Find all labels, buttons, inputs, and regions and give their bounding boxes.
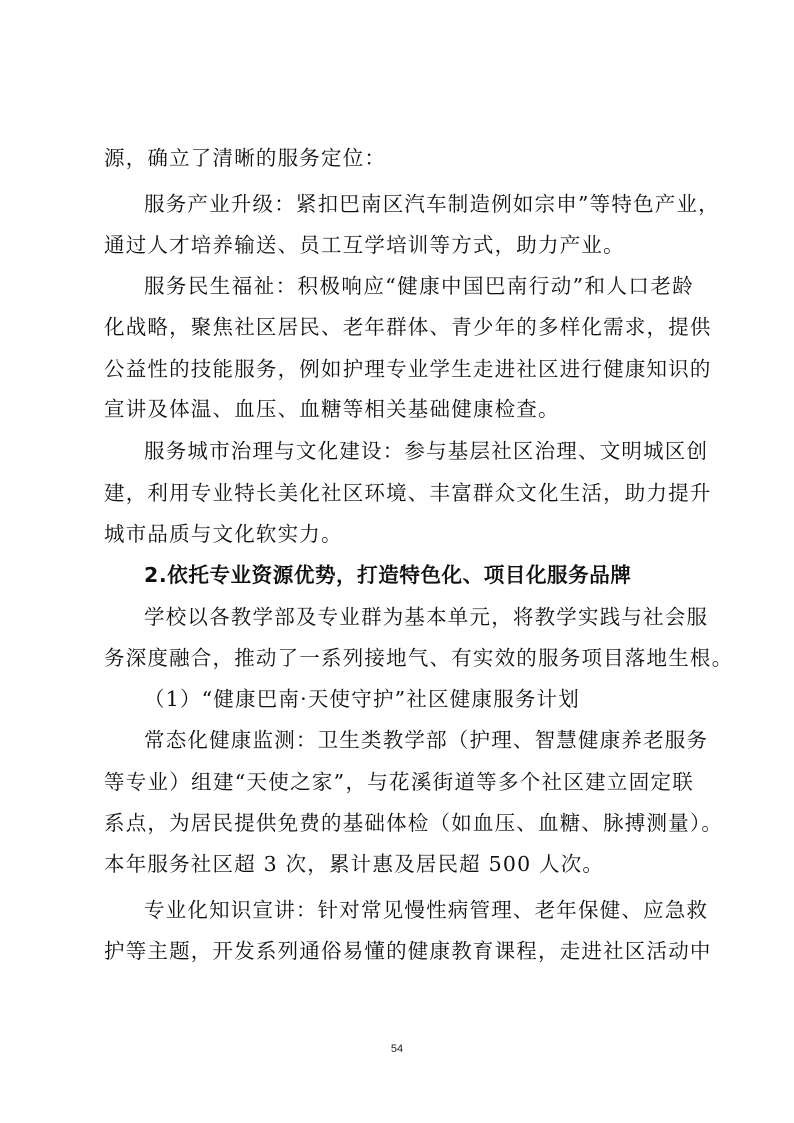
paragraph-line: 服务城市治理与文化建设：参与基层社区治理、文明城区创 (144, 439, 709, 463)
paragraph-line: 服务产业升级：紧扣巴南区汽车制造例如宗申”等特色产业， (144, 192, 720, 216)
paragraph-line: 务深度融合，推动了一系列接地气、有实效的服务项目落地生根。 (104, 646, 734, 670)
paragraph-line: 化战略，聚焦社区居民、老年群体、青少年的多样化需求，提供 (104, 315, 712, 339)
section-heading: 2.依托专业资源优势，打造特色化、项目化服务品牌 (144, 563, 632, 587)
paragraph-line: 学校以各教学部及专业群为基本单元，将教学实践与社会服 (144, 605, 709, 629)
paragraph-line: 本年服务社区超 3 次，累计惠及居民超 500 人次。 (104, 852, 605, 876)
page-number: 54 (390, 1043, 404, 1055)
paragraph-line: 公益性的技能服务，例如护理专业学生走进社区进行健康知识的 (104, 357, 712, 381)
paragraph-line: 等专业）组建“天使之家”，与花溪街道等多个社区建立固定联 (104, 770, 694, 794)
paragraph-line: 专业化知识宣讲：针对常见慢性病管理、老年保健、应急救 (144, 898, 709, 922)
paragraph-line: 宣讲及体温、血压、血糖等相关基础健康检查。 (104, 397, 560, 421)
paragraph-line: 通过人才培养输送、员工互学培训等方式，助力产业。 (104, 233, 625, 257)
paragraph-line: 服务民生福祉：积极响应“健康中国巴南行动”和人口老龄 (144, 274, 694, 298)
paragraph-line: 常态化健康监测：卫生类教学部（护理、智慧健康养老服务 (144, 728, 709, 752)
subsection-heading: （1）“健康巴南·天使守护”社区健康服务计划 (144, 687, 580, 711)
paragraph-line: 护等主题，开发系列通俗易懂的健康教育课程，走进社区活动中 (104, 939, 712, 963)
paragraph-line: 源，确立了清晰的服务定位： (104, 146, 387, 170)
paragraph-line: 城市品质与文化软实力。 (104, 522, 343, 546)
paragraph-line: 系点，为居民提供免费的基础体检（如血压、血糖、脉搏测量）。 (104, 811, 724, 835)
paragraph-line: 建，利用专业特长美化社区环境、丰富群众文化生活，助力提升 (104, 481, 712, 505)
